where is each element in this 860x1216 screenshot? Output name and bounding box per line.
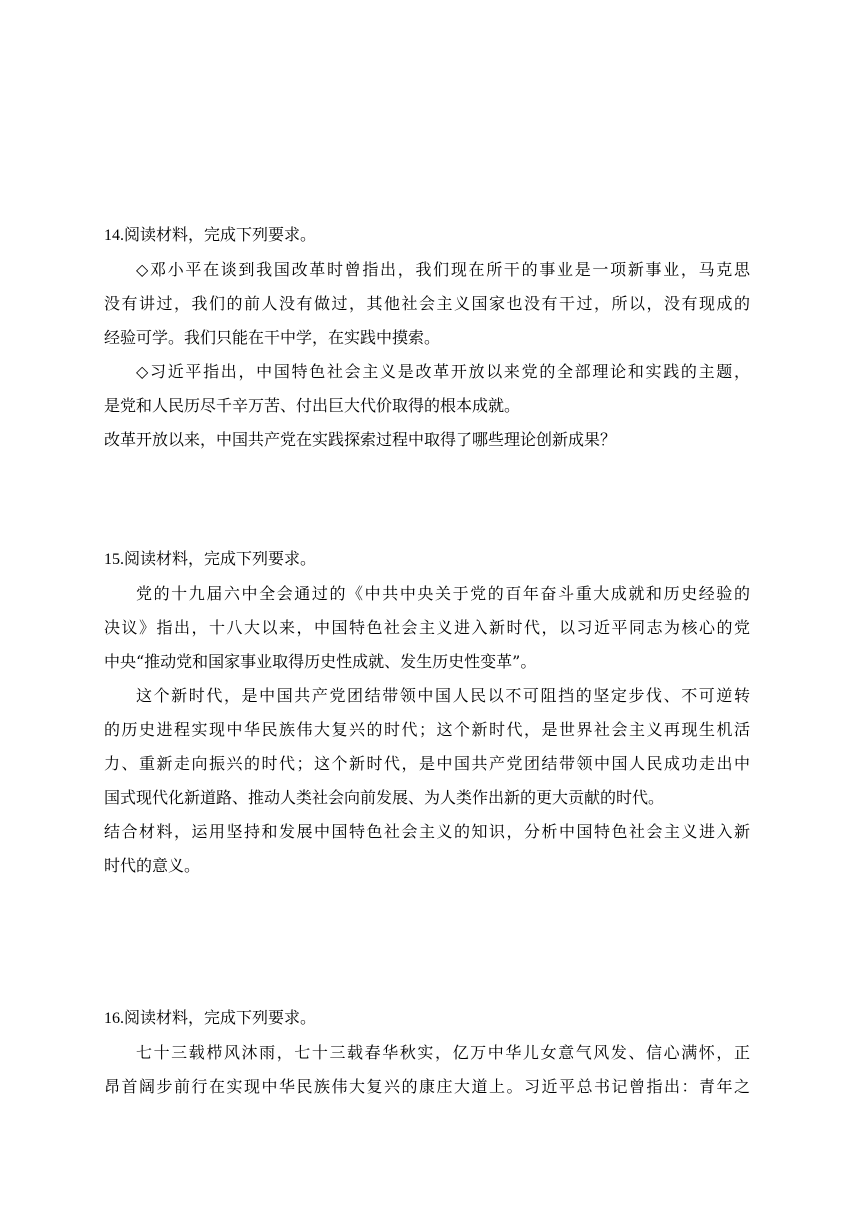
- question-16-title: 16.阅读材料，完成下列要求。: [104, 1010, 317, 1027]
- question-15-title: 15.阅读材料，完成下列要求。: [104, 551, 317, 568]
- question-14-material-line: ◇邓小平在谈到我国改革时曾指出，我们现在所干的事业是一项新事业，马克思: [136, 260, 750, 279]
- question-14-material-line: 经验可学。我们只能在干中学，在实践中摸索。: [104, 328, 441, 347]
- question-15-material-line: 力、重新走向振兴的时代；这个新时代，是中国共产党团结带领中国人民成功走出中: [104, 754, 750, 773]
- question-14-prompt: 改革开放以来，中国共产党在实践探索过程中取得了哪些理论创新成果？: [104, 430, 617, 449]
- question-15-material-line: 中央“推动党和国家事业取得历史性成就、发生历史性变革”。: [104, 652, 537, 671]
- question-14-material-line: 是党和人民历尽千辛万苦、付出巨大代价取得的根本成就。: [104, 396, 521, 415]
- question-15-prompt: 结合材料，运用坚持和发展中国特色社会主义的知识，分析中国特色社会主义进入新: [104, 822, 750, 841]
- question-15-material-line: 国式现代化新道路、推动人类社会向前发展、为人类作出新的更大贡献的时代。: [104, 788, 665, 807]
- question-14: [104, 219, 750, 457]
- question-16-material-line: 七十三载栉风沐雨，七十三载春华秋实，亿万中华儿女意气风发、信心满怀，正: [136, 1043, 750, 1062]
- question-14-material-line: 没有讲过，我们的前人没有做过，其他社会主义国家也没有干过，所以，没有现成的: [104, 294, 750, 313]
- question-15: [104, 543, 750, 883]
- question-16: [104, 1002, 750, 1104]
- question-14-title: 14.阅读材料，完成下列要求。: [104, 227, 317, 244]
- question-15-material-line: 决议》指出，十八大以来，中国特色社会主义进入新时代，以习近平同志为核心的党: [104, 618, 750, 637]
- question-15-prompt: 时代的意义。: [104, 856, 201, 875]
- question-16-material-line: 昂首阔步前行在实现中华民族伟大复兴的康庄大道上。习近平总书记曾指出：青年之: [104, 1077, 750, 1096]
- question-14-material-line: ◇习近平指出，中国特色社会主义是改革开放以来党的全部理论和实践的主题，: [136, 362, 750, 381]
- question-15-material-line: 这个新时代，是中国共产党团结带领中国人民以不可阻挡的坚定步伐、不可逆转: [136, 686, 750, 705]
- question-15-material-line: 的历史进程实现中华民族伟大复兴的时代；这个新时代，是世界社会主义再现生机活: [104, 720, 750, 739]
- question-15-material-line: 党的十九届六中全会通过的《中共中央关于党的百年奋斗重大成就和历史经验的: [136, 584, 750, 603]
